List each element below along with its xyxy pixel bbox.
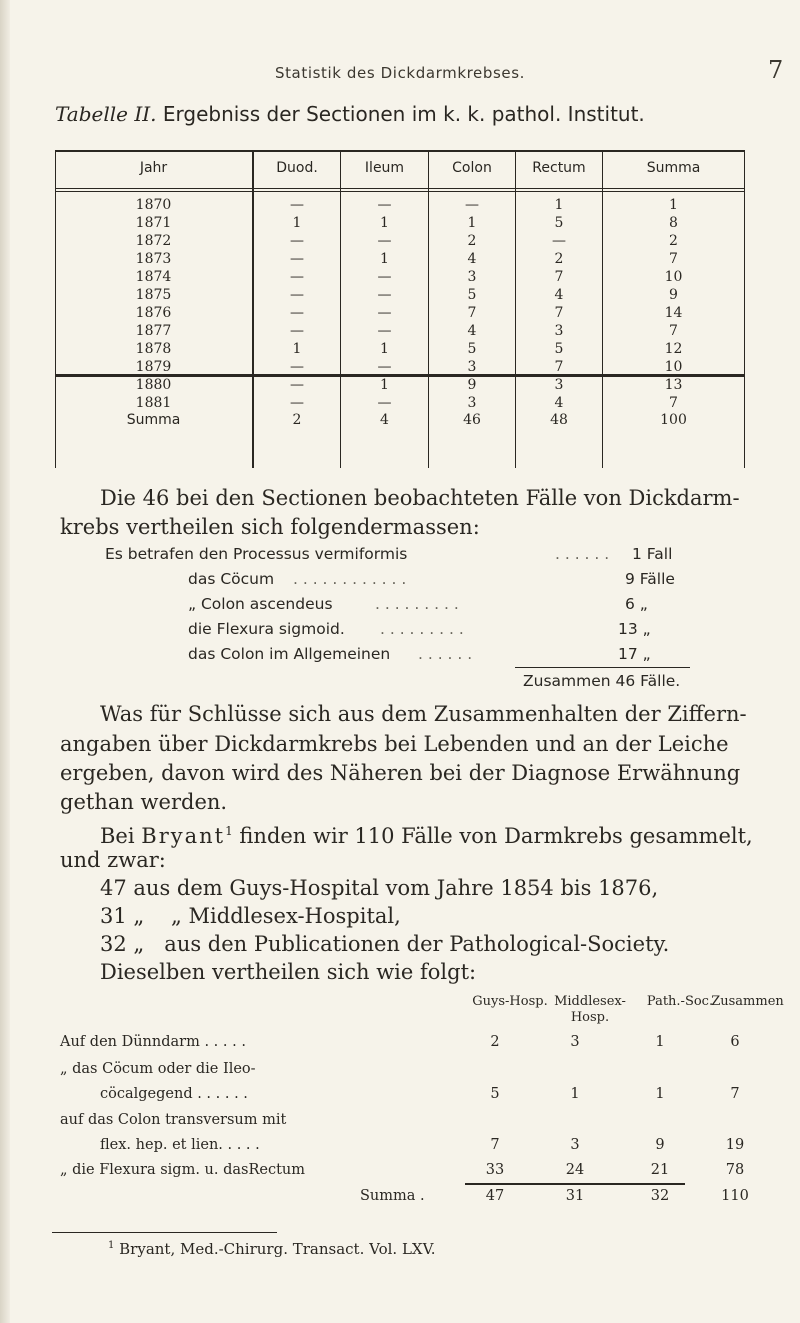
t2-value: 6 [730,1034,740,1050]
t2-header-guys: Guys-Hosp. [472,994,548,1009]
table-cell-rectum: 7 [554,305,564,321]
table-cell-rectum: 7 [554,359,564,375]
table-cell-colon: 5 [467,287,477,303]
table-cell-jahr: 1877 [135,323,172,339]
table-cell-colon: 2 [467,233,477,249]
table-cell-ileum: — [377,359,392,375]
sections-table [55,150,745,468]
dist-item-label: das Colon im Allgemeinen [188,645,391,663]
table-cell-summa: 7 [669,323,678,339]
table-cell-colon: 7 [467,305,477,321]
col-header-ileum: Ileum [364,160,405,176]
para2-line4: gethan werden. [60,790,228,814]
col-header-colon: Colon [452,160,492,176]
table-cell-duod: — [290,359,304,375]
table-cell-rectum: 3 [554,323,564,339]
t2-value: 7 [730,1086,740,1102]
t2-row-label: auf das Colon transversum mit [60,1112,287,1128]
table-cell-summa: 12 [664,341,683,357]
t2-value: 5 [490,1086,500,1102]
t2-header-zusammen: Zusammen [711,994,784,1009]
table-cell-rectum: 3 [554,377,564,393]
table-cell-ileum: — [377,305,392,321]
para1-line1: Die 46 bei den Sectionen beobachteten Fälle von Dickdarm- [100,486,740,510]
t2-value: 1 [655,1034,665,1050]
table-cell-colon: — [465,197,479,213]
table-cell-jahr: 1876 [135,305,172,321]
dist-intro: Es betrafen den Processus vermiformis [105,545,408,563]
dist-intro-dots: . . . . . . [555,545,610,563]
dist-item-value: 13 „ [618,620,651,638]
total-summa: 100 [660,412,687,428]
table-cell-ileum: 1 [380,215,389,231]
table-cell-jahr: 1875 [135,287,172,303]
para3-line5: 32 „ aus den Publicationen der Pathological-Society. [100,932,670,956]
dist-item-value: 6 „ [625,595,648,613]
table-cell-colon: 3 [467,269,477,285]
dist-item-label: „ Colon ascendeus [188,595,333,613]
table-cell-ileum: — [377,287,392,303]
col-header-jahr: Jahr [139,160,168,176]
footnote-ref: 1 [225,824,233,838]
total-ileum: 4 [380,412,389,428]
t2-value: 33 [485,1162,505,1178]
table-cell-summa: 1 [669,197,678,213]
table-cell-colon: 5 [467,341,477,357]
table-cell-duod: 1 [292,215,302,231]
table-cell-summa: 13 [664,377,683,393]
t2-row-label-cont: cöcalgegend . . . . . . [100,1086,248,1102]
t2-value: 19 [725,1137,745,1153]
table-cell-rectum: 5 [554,341,564,357]
table-cell-summa: 10 [664,269,683,285]
table-cell-summa: 2 [669,233,678,249]
t2-row-label: „ das Cöcum oder die Ileo- [60,1061,256,1077]
t2-value: 3 [570,1137,580,1153]
t2-value: 21 [650,1162,670,1178]
table-cell-rectum: 5 [554,215,564,231]
col-header-summa: Summa [646,160,701,176]
table-cell-rectum: 4 [554,395,564,411]
table-cell-rectum: — [552,233,566,249]
page-number: 7 [768,56,784,84]
table-cell-ileum: — [377,323,392,339]
total-label: Summa [126,412,181,428]
table-cell-colon: 1 [467,215,477,231]
footnote: $^1$ Bryant, Med.-Chirurg. Transact. Vol. LXV. [108,1240,436,1258]
table-cell-rectum: 7 [554,269,564,285]
dist-item-value: 17 „ [618,645,651,663]
table-cell-jahr: 1871 [135,215,172,231]
table-cell-jahr: 1870 [135,197,172,213]
table-cell-duod: — [290,197,304,213]
caption-title: Ergebniss der Sectionen im k. k. pathol. Institut. [162,102,645,126]
t2-value: 1 [570,1086,580,1102]
table-cell-colon: 4 [467,323,477,339]
table-cell-duod: — [290,395,304,411]
table-cell-ileum: — [377,395,392,411]
table-cell-summa: 8 [669,215,678,231]
para3-line1: Bei Bryant$^1$ finden wir 110 Fälle von Darmkrebs gesammelt, [100,824,753,848]
running-title: Statistik des Dickdarmkrebses. [274,64,526,82]
sum-rule [515,667,690,668]
dist-item-label: das Cöcum [188,570,275,588]
para3-line3: 47 aus dem Guys-Hospital vom Jahre 1854 bis 1876, [100,876,659,900]
table-cell-colon: 4 [467,251,477,267]
table-cell-rectum: 1 [554,197,564,213]
page: Statistik des Dickdarmkrebses. 7 Tabelle II. Ergebniss der Sectionen im k. k. pathol. Institut. Jahr Duod. Ileum Colon Rectum Summa 1870 — — — 1 1 1871 1 1 1 5 8 1872 — — 2 — 2 1873 — 1 4 2 7 1874 — — 3 7 10 1875 — — 5 4 9 1876 — — 7 7 14 1877 — — 4 3 7 1878 1 1 5 5 12 1879 — — 3 7 10 1880 — 1 9 3 13 1881 — — 3 4 7 Summa 2 4 46 48 100 Die 46 bei den Sectionen beobachteten Fälle von Dickdarm- krebs vertheilen sich folgendermassen: Es betrafen den Processus vermiformis . . . . . . 1 Fall das Cöcum 9 Fälle „ Colon ascendeus 6 „ die Flexura sigmoid. 13 „ das Colon im Allgemeinen 17 „ . . . . . . . . . . . . . . . . . . . . . . . . . . . . . . . . . . . . Zusammen 46 Fälle. Was für Schlüsse sich aus dem Zusammenhalten der Ziffern- angaben über Dickdarmkrebs bei Lebenden und an der Leiche ergeben, davon wird des Näheren bei der Diagnose Erwähnung gethan werden. Bei Bryant$^1$ finden wir 110 Fälle von Darmkrebs gesammelt, und zwar: 47 aus dem Guys-Hospital vom Jahre 1854 bis 1876, 31 „ „ Middlesex-Hospital, 32 „ aus den Publicationen der Pathological-Society. Dieselben vertheilen sich wie folgt: Guys-Hosp. Middlesex- Hosp. Path.-Soc. Zusammen Auf den Dünndarm . . . . . „ das Cöcum oder die Ileo- cöcalgegend . . . . . . auf das Colon transversum mit flex. hep. et lien. . . . . „ die Flexura sigm. u. dasRectum 2 3 1 6 5 1 1 7 7 3 9 19 33 24 21 78 Summa . 47 31 32 110 $^1$ Bryant, Med.-Chirurg. Transact. Vol. LXV. [0,0,800,1323]
para2-line1: Was für Schlüsse sich aus dem Zusammenhalten der Ziffern- [100,702,747,726]
table-cell-rectum: 4 [554,287,564,303]
t2-header-pathsoc: Path.-Soc. [646,994,714,1009]
t2-value: 2 [490,1034,500,1050]
t2-row-label: „ die Flexura sigm. u. dasRectum [60,1162,305,1178]
col-header-rectum: Rectum [532,160,586,176]
table-cell-duod: — [290,323,304,339]
dist-item-value: 9 Fälle [625,570,675,588]
table-cell-summa: 10 [664,359,683,375]
table-cell-duod: — [290,305,304,321]
table-cell-summa: 7 [669,395,678,411]
dist-total: Zusammen 46 Fälle. [523,672,681,690]
para2-line3: ergeben, davon wird des Näheren bei der Diagnose Erwähnung [60,761,741,785]
table-cell-jahr: 1881 [135,395,172,411]
table-cell-duod: 1 [292,341,302,357]
dist-intro-value: 1 Fall [632,545,673,563]
t2-value: 24 [565,1162,585,1178]
para3-line4: 31 „ „ Middlesex-Hospital, [100,904,401,928]
total-colon: 46 [463,412,481,428]
footnote-rule [52,1232,277,1233]
t2-value: 3 [570,1034,580,1050]
dist-item-label: die Flexura sigmoid. [188,620,345,638]
t2-total-value: 31 [565,1188,585,1204]
author-name: Bryant [141,824,226,848]
table-cell-jahr: 1874 [135,269,172,285]
table-cell-jahr: 1873 [135,251,172,267]
t2-sum-rule [465,1183,685,1185]
total-rectum: 48 [550,412,568,428]
caption-label: Tabelle II. [55,102,157,126]
table-cell-summa: 9 [669,287,678,303]
t2-row-label-cont: flex. hep. et lien. . . . . [100,1137,260,1153]
table-cell-duod: — [290,251,304,267]
table-cell-colon: 3 [467,359,477,375]
table-cell-ileum: 1 [380,251,389,267]
table-cell-duod: — [290,377,304,393]
t2-total-value: 32 [650,1188,670,1204]
t2-header-middlesex-hosp: Hosp. [570,1010,610,1025]
table-cell-ileum: — [377,233,392,249]
para3-line2: und zwar: [60,848,166,872]
table-cell-ileum: — [377,269,392,285]
table-cell-summa: 14 [664,305,683,321]
table-cell-jahr: 1872 [135,233,172,249]
table-cell-colon: 9 [467,377,477,393]
table-cell-ileum: — [377,197,392,213]
table-cell-jahr: 1880 [135,377,172,393]
table-cell-rectum: 2 [554,251,564,267]
para2-line2: angaben über Dickdarmkrebs bei Lebenden und an der Leiche [60,732,729,756]
table-cell-summa: 7 [669,251,678,267]
total-duod: 2 [292,412,302,428]
para3-line6: Dieselben vertheilen sich wie folgt: [100,960,477,984]
t2-value: 9 [655,1137,665,1153]
table-cell-colon: 3 [467,395,477,411]
para1-line2: krebs vertheilen sich folgendermassen: [60,515,480,539]
bryant-table [0,994,800,1214]
t2-total-value: 47 [485,1188,505,1204]
table-cell-jahr: 1879 [135,359,172,375]
t2-header-middlesex: Middlesex- [554,994,626,1009]
table-cell-ileum: 1 [380,341,389,357]
t2-total-label: Summa . [360,1188,425,1204]
t2-value: 7 [490,1137,500,1153]
table-cell-duod: — [290,287,304,303]
t2-total-value: 110 [721,1188,749,1204]
table-cell-jahr: 1878 [135,341,172,357]
table-cell-duod: — [290,269,304,285]
t2-value: 1 [655,1086,665,1102]
t2-row-label: Auf den Dünndarm . . . . . [60,1034,246,1050]
table-caption [55,102,645,126]
col-header-duod: Duod. [276,160,318,176]
table-cell-ileum: 1 [380,377,389,393]
t2-value: 78 [725,1162,745,1178]
table-cell-duod: — [290,233,304,249]
